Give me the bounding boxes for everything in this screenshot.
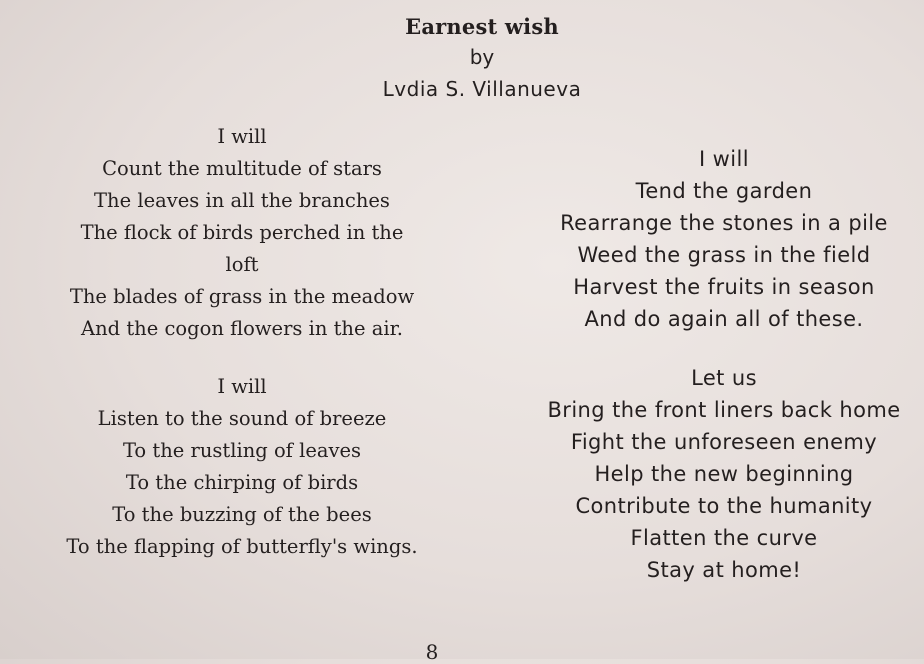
- poem-title: Earnest wish: [405, 14, 559, 39]
- stanza-line: Rearrange the stones in a pile: [560, 211, 888, 235]
- stanza-line: I will: [699, 147, 749, 171]
- stanza-line: I will: [217, 375, 267, 398]
- stanza-line: Stay at home!: [646, 558, 802, 582]
- stanza-3: [488, 143, 924, 335]
- stanza-line: And do again all of these.: [584, 307, 864, 331]
- stanza-line: loft: [225, 253, 259, 276]
- page-number: 8: [425, 640, 439, 664]
- byline: by: [469, 45, 495, 69]
- stanza-4: [488, 362, 924, 586]
- stanza-line: The leaves in all the branches: [94, 189, 390, 212]
- author-name: Lvdia S. Villanueva: [382, 77, 582, 101]
- stanza-line: Weed the grass in the field: [577, 243, 871, 267]
- stanza-line: Contribute to the humanity: [575, 494, 873, 518]
- stanza-line: Fight the unforeseen enemy: [570, 430, 878, 454]
- stanza-line: Let us: [691, 366, 757, 390]
- stanza-line: To the flapping of butterfly's wings.: [66, 535, 418, 558]
- stanza-line: Harvest the fruits in season: [573, 275, 875, 299]
- stanza-1: [0, 121, 484, 345]
- stanza-line: I will: [217, 125, 267, 148]
- stanza-line: And the cogon flowers in the air.: [81, 317, 403, 340]
- stanza-line: The blades of grass in the meadow: [69, 285, 415, 308]
- stanza-line: Tend the garden: [635, 179, 813, 203]
- stanza-line: Help the new beginning: [594, 462, 854, 486]
- stanza-line: Flatten the curve: [630, 526, 818, 550]
- stanza-line: The flock of birds perched in the: [80, 221, 404, 244]
- stanza-line: To the chirping of birds: [125, 471, 359, 494]
- stanza-line: Bring the front liners back home: [547, 398, 901, 422]
- stanza-line: To the buzzing of the bees: [112, 503, 372, 526]
- stanza-line: Count the multitude of stars: [102, 157, 382, 180]
- stanza-2: [0, 371, 484, 563]
- stanza-line: Listen to the sound of breeze: [97, 407, 387, 430]
- stanza-line: To the rustling of leaves: [122, 439, 362, 462]
